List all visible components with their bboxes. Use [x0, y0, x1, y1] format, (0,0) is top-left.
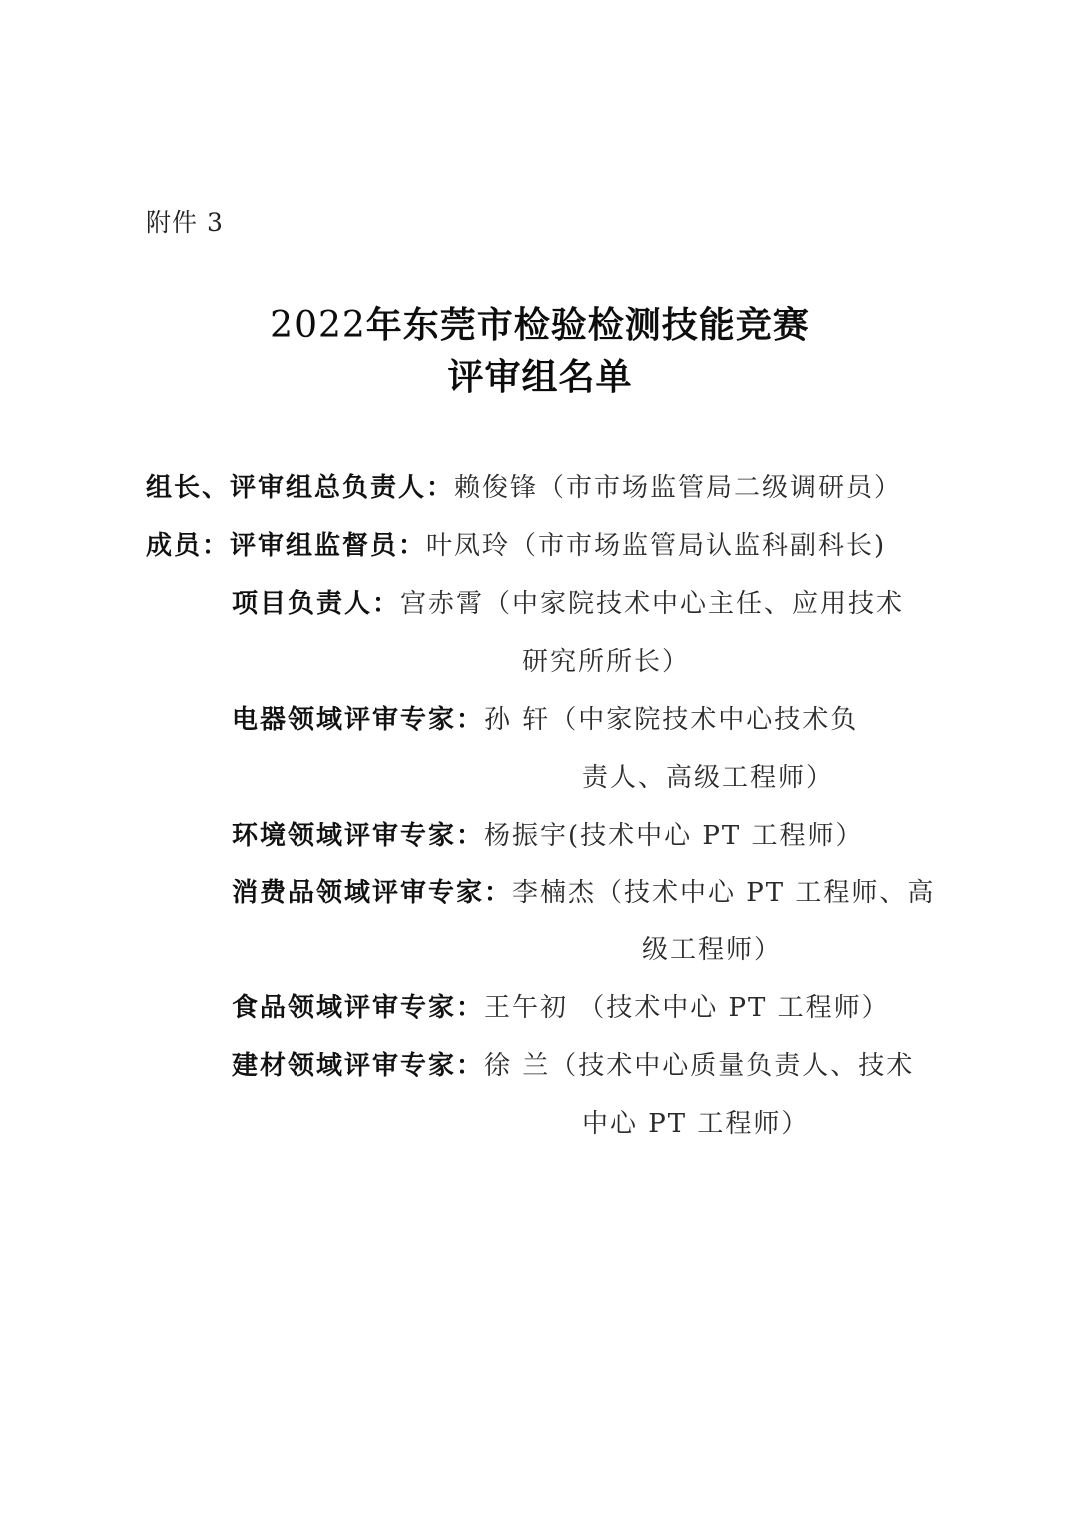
entry-label: 消费品领域评审专家： — [232, 878, 513, 908]
entry-label: 项目负责人： — [232, 589, 401, 619]
entry-environment-expert — [232, 816, 864, 856]
entry-electrical-expert — [232, 700, 858, 740]
entry-value: 王午初 （技术中心 PT 工程师） — [484, 993, 890, 1023]
entry-consumer-goods-expert-continuation: 级工程师） — [642, 935, 783, 965]
entry-food-expert — [232, 988, 890, 1028]
entry-value: 宫赤霄（中家院技术中心主任、应用技术 — [400, 589, 905, 619]
entry-electrical-expert-continuation: 责人、高级工程师） — [582, 763, 835, 793]
title-text: 年东莞市检验检测技能竞赛 — [365, 304, 810, 346]
entry-label: 环境领域评审专家： — [232, 821, 485, 851]
attachment-label: 附件 3 — [146, 208, 224, 237]
entry-building-materials-expert — [232, 1046, 914, 1086]
entry-group-leader — [146, 468, 902, 508]
entry-value: 叶凤玲（市市场监管局认监科副科长) — [426, 531, 887, 561]
entry-value: 孙 轩（中家院技术中心技术负 — [484, 705, 859, 735]
entry-consumer-goods-expert — [232, 873, 935, 913]
entry-label: 成员：评审组监督员： — [146, 531, 427, 561]
entry-value: 李楠杰（技术中心 PT 工程师、高 — [512, 878, 936, 908]
entry-label: 建材领域评审专家： — [232, 1051, 485, 1081]
entry-label: 组长、评审组总负责人： — [146, 473, 455, 503]
entry-value: 杨振宇(技术中心 PT 工程师） — [484, 821, 864, 851]
title-line-1 — [0, 300, 1080, 351]
entry-value: 徐 兰（技术中心质量负责人、技术 — [484, 1051, 915, 1081]
title-line-2: 评审组名单 — [447, 356, 633, 398]
entry-building-materials-expert-continuation: 中心 PT 工程师） — [582, 1109, 810, 1139]
title-year: 2022 — [270, 305, 366, 346]
entry-label: 食品领域评审专家： — [232, 993, 485, 1023]
entry-project-lead-continuation: 研究所所长） — [522, 647, 691, 677]
entry-project-lead — [232, 584, 904, 624]
entry-label: 电器领域评审专家： — [232, 705, 485, 735]
entry-value: 赖俊锋（市市场监管局二级调研员） — [454, 473, 903, 503]
entry-supervisor — [146, 526, 886, 566]
